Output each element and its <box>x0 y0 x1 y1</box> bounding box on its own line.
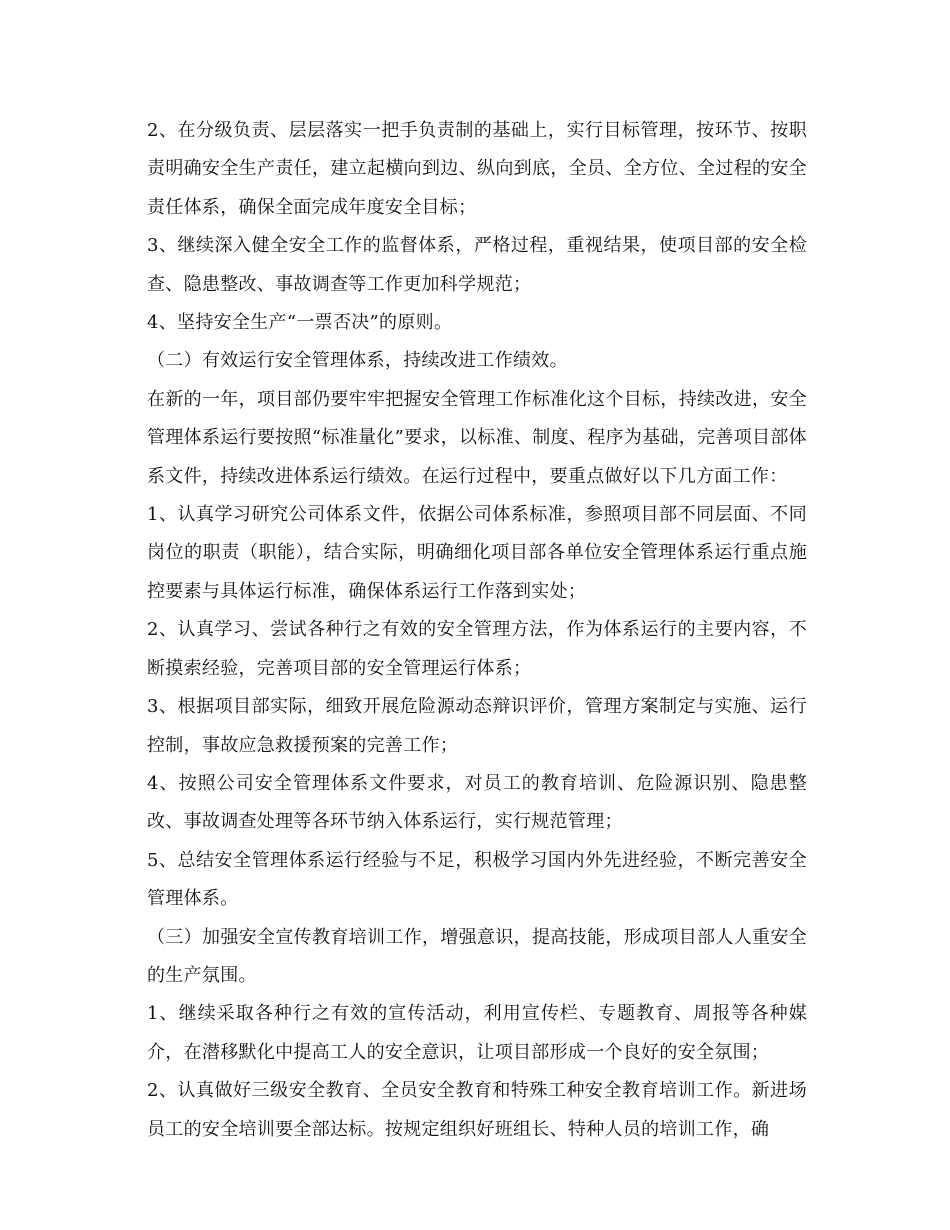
paragraph-1-study-system: 1、认真学习研究公司体系文件，依据公司体系标准，参照项目部不同层面、不同岗位的职责（职能），结合实际，明确细化项目部各单位安全管理体系运行重点施控要素与具体运行标准，确保体系运行工作落到实处； <box>147 504 807 602</box>
paragraph-5-summary: 5、总结安全管理体系运行经验与不足，积极学习国内外先进经验，不断完善安全管理体系。 <box>147 849 807 910</box>
paragraph-4-veto: 4、坚持安全生产“一票否决”的原则。 <box>147 312 453 334</box>
paragraph-4-training: 4、按照公司安全管理体系文件要求，对员工的教育培训、危险源识别、隐患整改、事故调查处理等各环节纳入体系运行，实行规范管理； <box>147 772 807 833</box>
paragraph-2-methods: 2、认真学习、尝试各种行之有效的安全管理方法，作为体系运行的主要内容，不断摸索经验，完善项目部的安全管理运行体系； <box>147 619 807 679</box>
paragraph-2-education: 2、认真做好三级安全教育、全员安全教育和特殊工种安全教育培训工作。新进场员工的安全培训要全部达标。按规定组织好班组长、特种人员的培训工作，确 <box>147 1080 807 1140</box>
paragraph-3-hazard: 3、根据项目部实际，细致开展危险源动态辩识评价，管理方案制定与实施、运行控制，事故应急救援预案的完善工作； <box>147 696 807 756</box>
paragraph-2-responsibility: 2、在分级负责、层层落实一把手负责制的基础上，实行目标管理，按环节、按职责明确安全生产责任，建立起横向到边、纵向到底，全员、全方位、全过程的安全责任体系，确保全面完成年度安全目标； <box>147 120 807 218</box>
paragraph-1-publicity: 1、继续采取各种行之有效的宣传活动，利用宣传栏、专题教育、周报等各种媒介，在潜移默化中提高工人的安全意识，让项目部形成一个良好的安全氛围； <box>147 1003 807 1063</box>
document-body <box>147 112 807 1149</box>
section-heading-3: （三）加强安全宣传教育培训工作，增强意识，提高技能，形成项目部人人重安全的生产氛围。 <box>147 926 807 986</box>
paragraph-3-supervision: 3、继续深入健全安全工作的监督体系，严格过程，重视结果，使项目部的安全检查、隐患整改、事故调查等工作更加科学规范； <box>147 235 807 295</box>
paragraph-new-year: 在新的一年，项目部仍要牢牢把握安全管理工作标准化这个目标，持续改进，安全管理体系运行要按照“标准量化”要求，以标准、制度、程序为基础，完善项目部体系文件，持续改进体系运行绩效。在运行过程中，要重点做好以下几方面工作： <box>147 388 807 487</box>
section-heading-2: （二）有效运行安全管理体系，持续改进工作绩效。 <box>147 350 568 372</box>
